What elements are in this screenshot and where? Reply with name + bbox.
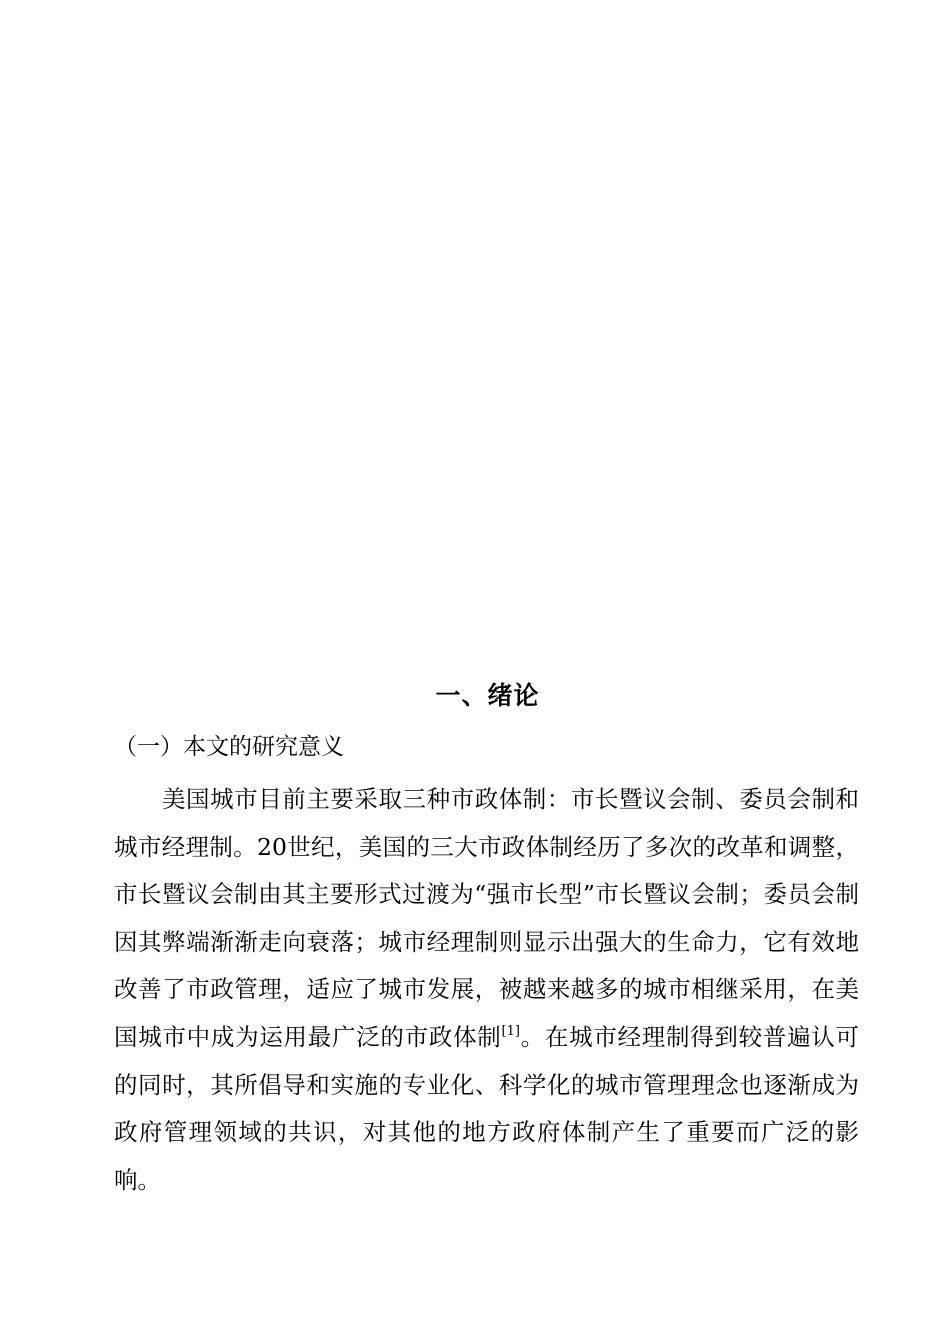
section-title: （一）本文的研究意义	[114, 734, 344, 760]
paragraph-text-before-citation: 美国城市目前主要采取三种市政体制：市长暨议会制、委员会制和城市经理制。20世纪，美国的三大市政体制经历了多次的改革和调整，市长暨议会制由其主要形式过渡为“强市长型”市长暨议会制；委员会制因其弊端渐渐走向衰落；城市经理制则显示出强大的生命力，它有效地改善了市政管理，适应了城市发展，被越来越多的城市相继采用，在美国城市中成为运用最广泛的市政体制	[114, 785, 859, 1051]
chapter-title: 一、绪论	[435, 681, 540, 710]
citation-marker: [1]	[501, 1023, 520, 1039]
paragraph-text-after-citation: 。在城市经理制得到较普遍认可的同时，其所倡导和实施的专业化、科学化的城市管理理念也逐渐成为政府管理领域的共识，对其他的地方政府体制产生了重要而广泛的影响。	[114, 1022, 860, 1194]
body-paragraph	[114, 776, 859, 1204]
